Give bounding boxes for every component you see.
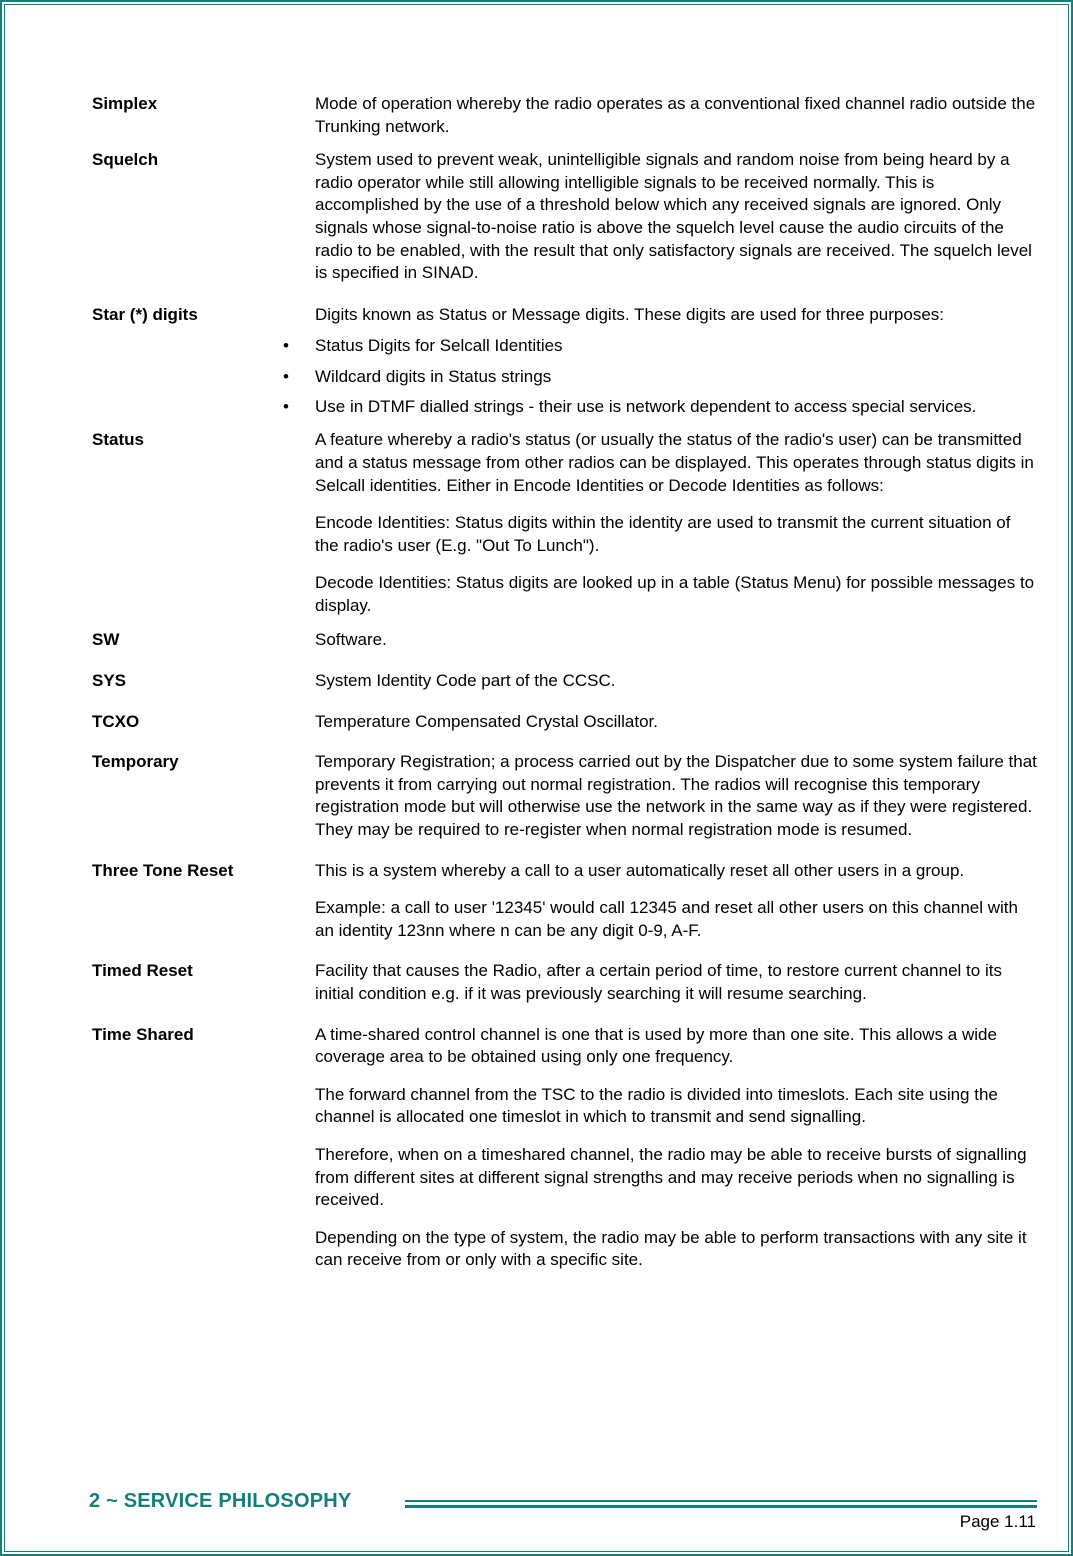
glossary-definition: Digits known as Status or Message digits. These digits are used for three purposes: (315, 304, 945, 324)
glossary-definition: A time-shared control channel is one that is used by more than one site. This allows a wide coverage area to be obtained using only one frequency. (315, 1024, 997, 1067)
glossary-entry-timed-reset (92, 960, 1037, 1005)
bullet-icon: • (283, 396, 289, 416)
glossary-definition: Software. (315, 630, 387, 650)
glossary-definition: Temporary Registration; a process carried out by the Dispatcher due to some system failure that prevents it from carrying out normal registration. The radios will recognise this temporary registration mode but will otherwise use the network in the same way as if they were registered. They may be required to re-register when normal registration mode is resumed. (315, 752, 1037, 840)
glossary-term: Timed Reset (92, 961, 193, 981)
rule-line-bottom (405, 1505, 1037, 1508)
glossary-term: Three Tone Reset (92, 860, 234, 880)
glossary-term: SW (92, 630, 120, 650)
glossary-entry-squelch (92, 149, 1037, 285)
glossary-entry-three-tone-reset (92, 860, 1037, 943)
glossary-entry-sw (92, 629, 1037, 652)
glossary-definition: Example: a call to user '12345' would call 12345 and reset all other users on this channel with an identity 123nn where n can be any digit 0-9, A-F. (315, 898, 1018, 940)
glossary-definition: System Identity Code part of the CCSC. (315, 671, 616, 691)
glossary-definition: Depending on the type of system, the radio may be able to perform transactions with any site it can receive from or only with a specific site. (315, 1227, 1027, 1270)
glossary-definition: A feature whereby a radio's status (or usually the status of the radio's user) can be transmitted and a status message from other radios can be displayed. This operates through status digits in Selcall identities. Either in Encode Identities or Decode Identities as follows: (315, 430, 1034, 495)
glossary-entry-star-digits (92, 304, 1037, 427)
glossary-definition: Temperature Compensated Crystal Oscillator. (315, 711, 658, 731)
glossary-term: Star (*) digits (92, 304, 198, 324)
glossary-term: Temporary (92, 752, 179, 772)
rule-line-top (405, 1500, 1037, 1502)
glossary-entry-time-shared (92, 1024, 1037, 1272)
glossary-entry-tcxo (92, 711, 1037, 734)
glossary-definition: Mode of operation whereby the radio operates as a conventional fixed channel radio outside the Trunking network. (315, 94, 1036, 136)
bullet-item: • Wildcard digits in Status strings (315, 366, 1037, 389)
page-number: Page 1.11 (959, 1512, 1036, 1531)
glossary-entry-sys (92, 670, 1037, 693)
footer-double-rule (405, 1500, 1037, 1508)
glossary-entry-simplex (92, 93, 1037, 138)
bullet-icon: • (283, 336, 289, 356)
glossary-term: Time Shared (92, 1024, 194, 1044)
glossary-term: Squelch (92, 150, 159, 170)
glossary (92, 93, 1037, 1272)
glossary-definition: System used to prevent weak, unintelligible signals and random noise from being heard by a radio operator while still allowing intelligible signals to be received normally. This is accomplished by the use of a threshold below which any received signals are ignored. Only signals whose signal-to-noise ratio is above the squelch level cause the audio circuits of the radio to be enabled, with the result that only satisfactory signals are received. The squelch level is specified in SINAD. (315, 150, 1032, 283)
bullet-item: • Status Digits for Selcall Identities (315, 335, 1037, 358)
bullet-icon: • (283, 366, 289, 386)
glossary-definition: The forward channel from the TSC to the radio is divided into timeslots. Each site using the channel is allocated one timeslot in which to transmit and send signalling. (315, 1084, 998, 1127)
bullet-list (283, 335, 1037, 418)
glossary-definition: Encode Identities: Status digits within the identity are used to transmit the current situation of the radio's user (E.g. "Out To Lunch"). (315, 513, 1011, 555)
glossary-definition: Decode Identities: Status digits are looked up in a table (Status Menu) for possible messages to display. (315, 573, 1035, 615)
section-title: 2 ~ SERVICE PHILOSOPHY (89, 1490, 352, 1512)
glossary-term: TCXO (92, 711, 140, 731)
glossary-term: SYS (92, 671, 127, 691)
glossary-term: Simplex (92, 94, 158, 113)
glossary-definition: Facility that causes the Radio, after a certain period of time, to restore current channel to its initial condition e.g. if it was previously searching it will resume searching. (315, 961, 1002, 1003)
glossary-entry-temporary (92, 751, 1037, 841)
glossary-definition: This is a system whereby a call to a user automatically reset all other users in a group. (315, 860, 965, 880)
glossary-term: Status (92, 430, 144, 450)
glossary-definition: Therefore, when on a timeshared channel, the radio may be able to receive bursts of signalling from different sites at different signal strengths and may receive periods when no signalling is received. (315, 1144, 1027, 1210)
glossary-entry-status (92, 429, 1037, 617)
bullet-item: • Use in DTMF dialled strings - their use is network dependent to access special services. (315, 396, 1037, 419)
